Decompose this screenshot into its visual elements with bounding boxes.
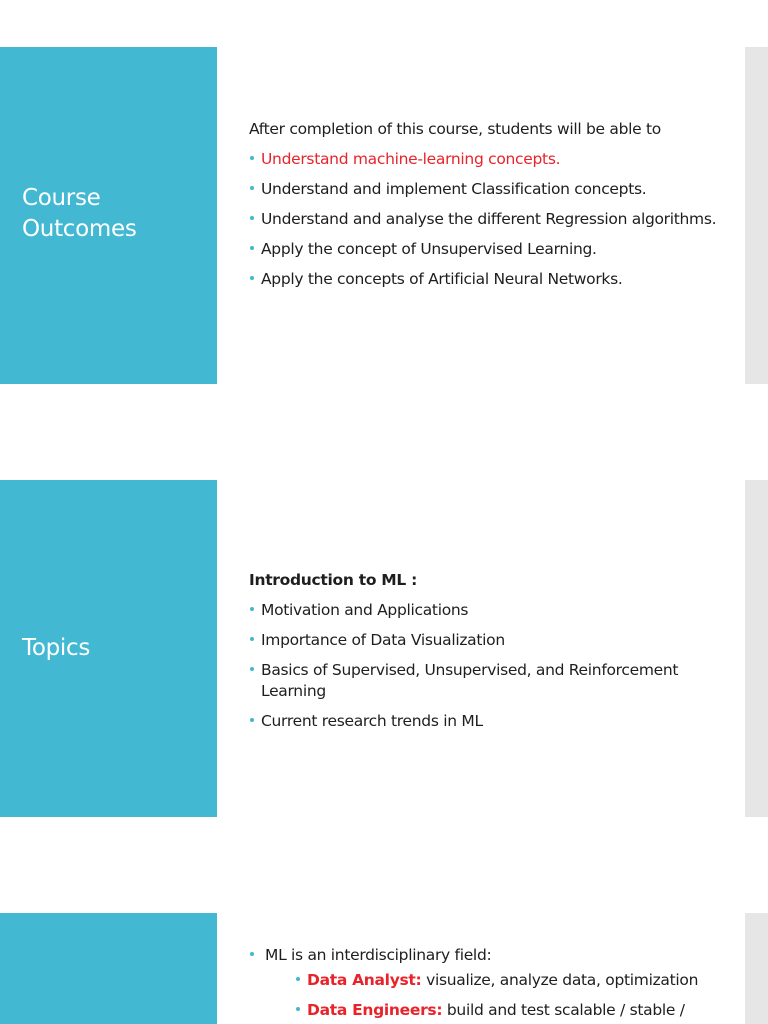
bullet-icon	[250, 637, 254, 641]
slide-topics	[0, 480, 768, 817]
list-item	[249, 660, 719, 702]
list-item	[249, 269, 719, 290]
list-item-text: Apply the concept of Unsupervised Learning.	[261, 240, 597, 258]
title-panel	[0, 913, 217, 1024]
bullet-icon	[250, 718, 254, 722]
title-panel	[0, 480, 217, 817]
bullet-icon	[296, 1007, 300, 1011]
role-label: Data Engineers:	[307, 1001, 443, 1019]
list-item-text: Understand and analyse the different Regression algorithms.	[261, 210, 717, 228]
role-list	[295, 970, 719, 1021]
bullet-icon	[250, 952, 254, 956]
list-item	[249, 149, 719, 170]
list-item	[249, 945, 719, 1021]
section-heading: Introduction to ML :	[249, 571, 417, 589]
bullet-icon	[250, 156, 254, 160]
list-item-text: Importance of Data Visualization	[261, 631, 505, 649]
slide-course-outcomes	[0, 47, 768, 384]
list-item	[249, 179, 719, 200]
title-panel	[0, 47, 217, 384]
bullet-icon	[250, 276, 254, 280]
next-slide-edge	[745, 480, 768, 817]
bullet-icon	[296, 977, 300, 981]
role-item	[295, 970, 719, 991]
list-item-text: ML is an interdisciplinary field:	[265, 946, 492, 964]
bullet-icon	[250, 667, 254, 671]
next-slide-edge	[745, 47, 768, 384]
list-item	[249, 239, 719, 260]
bullet-icon	[250, 216, 254, 220]
title-line: Course	[22, 185, 101, 211]
slide-content	[249, 570, 719, 741]
list-item-text: Apply the concepts of Artificial Neural Networks.	[261, 270, 623, 288]
list-item-text: Current research trends in ML	[261, 712, 483, 730]
intro-text: After completion of this course, students will be able to	[249, 120, 661, 138]
bullet-icon	[250, 607, 254, 611]
next-slide-edge	[745, 913, 768, 1024]
list-item-text: Understand and implement Classification concepts.	[261, 180, 647, 198]
slide-title	[22, 183, 137, 245]
list-item	[249, 630, 719, 651]
slide-title: Topics	[22, 635, 91, 661]
list-item	[249, 209, 719, 230]
role-item	[295, 1000, 719, 1021]
role-text: build and test scalable / stable /	[446, 1001, 685, 1019]
bullet-icon	[250, 186, 254, 190]
outcome-list	[249, 149, 719, 290]
list-item-text: Basics of Supervised, Unsupervised, and Reinforcement Learning	[261, 661, 679, 700]
topic-list	[249, 600, 719, 732]
field-list	[249, 945, 719, 1021]
slide-content	[249, 119, 719, 299]
slide-content	[249, 945, 719, 1024]
list-item-text: Motivation and Applications	[261, 601, 469, 619]
list-item-text: Understand machine-learning concepts.	[261, 150, 561, 168]
list-item	[249, 600, 719, 621]
list-item	[249, 711, 719, 732]
title-line: Outcomes	[22, 216, 137, 242]
bullet-icon	[250, 246, 254, 250]
slide-ml-field	[0, 913, 768, 1024]
role-label: Data Analyst:	[307, 971, 422, 989]
role-text: visualize, analyze data, optimization	[426, 971, 699, 989]
